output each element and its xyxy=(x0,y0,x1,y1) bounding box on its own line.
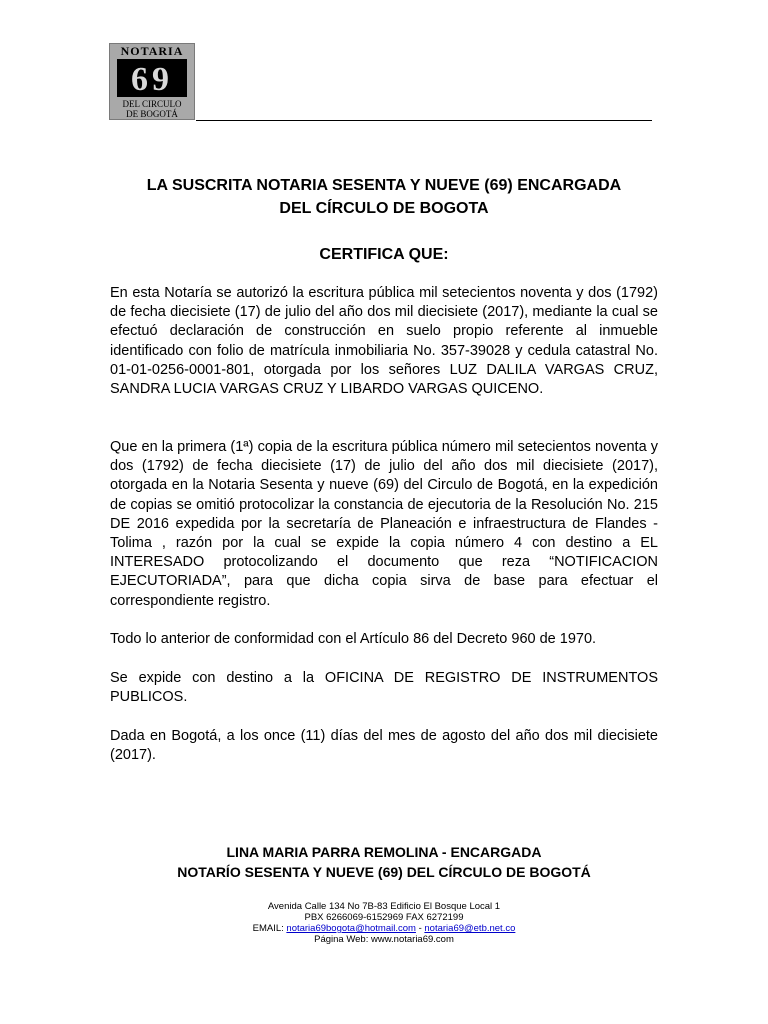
logo-bottom-text xyxy=(110,99,194,119)
title-line2: DEL CÍRCULO DE BOGOTA xyxy=(279,200,489,217)
footer-website: Página Web: www.notaria69.com xyxy=(314,934,454,945)
title-line1: LA SUSCRITA NOTARIA SESENTA Y NUEVE (69) ENCARGADA xyxy=(146,177,622,194)
logo-69-mark: 69 xyxy=(117,59,187,97)
signature-name: LINA MARIA PARRA REMOLINA - ENCARGADA xyxy=(226,844,542,860)
signature-block xyxy=(100,842,668,882)
document-title xyxy=(100,174,668,220)
paragraph-2: Que en la primera (1ª) copia de la escritura pública número mil setecientos noventa y dos (1792) de fecha diecisiete (17) de julio del año dos mil diecisiete (2017), otorgada en la Notaria Sesenta y nueve (69) del Circulo de Bogotá, en la expedición de copias se omitió protocolizar la constancia de ejecutoria de la Resolución No. 215 DE 2016 expedida por la secretaría de Planeación e infraestructura de Flandes - Tolima , razón por la cual se expide la copia número 4 con destino a EL INTERESADO protocolizando el documento que reza “NOTIFICACION EJECUTORIADA”, para que dicha copia sirva de base para efectuar el correspondiente registro. xyxy=(110,439,658,609)
footer-address: Avenida Calle 134 No 7B-83 Edificio El Bosque Local 1 xyxy=(267,901,501,912)
footer xyxy=(170,901,598,945)
logo-bottom-line1: DEL CIRCULO xyxy=(122,99,182,109)
signature-title: NOTARÍO SESENTA Y NUEVE (69) DEL CÍRCULO DE BOGOTÁ xyxy=(177,864,591,880)
logo-bottom-line2: DE BOGOTÁ xyxy=(126,109,178,119)
paragraph-3: Todo lo anterior de conformidad con el Artículo 86 del Decreto 960 de 1970. xyxy=(110,631,597,647)
footer-email-line xyxy=(170,923,598,934)
paragraph-4: Se expide con destino a la OFICINA DE REGISTRO DE INSTRUMENTOS PUBLICOS. xyxy=(110,670,658,706)
logo-top-text: NOTARIA xyxy=(120,44,184,58)
email-link-hotmail[interactable]: notaria69bogota@hotmail.com xyxy=(286,923,416,934)
notary-logo xyxy=(109,43,195,120)
paragraph-5: Dada en Bogotá, a los once (11) días del mes de agosto del año dos mil diecisiete (2017). xyxy=(110,728,658,764)
paragraph-1: En esta Notaría se autorizó la escritura pública mil setecientos noventa y dos (1792) de fecha diecisiete (17) de julio del año dos mil diecisiete (2017), mediante la cual se efectuó declaración de construcción en suelo propio referente al inmueble identificado con folio de matrícula inmobiliaria No. 357-39028 y cedula catastral No. 01-01-0256-0001-801, otorgada por los señores LUZ DALILA VARGAS CRUZ, SANDRA LUCIA VARGAS CRUZ Y LIBARDO VARGAS QUICENO. xyxy=(110,285,658,398)
footer-email-separator: - xyxy=(415,923,425,934)
footer-email-label: EMAIL: xyxy=(252,923,284,934)
certifica-heading: CERTIFICA QUE: xyxy=(319,246,449,263)
header-divider xyxy=(196,120,652,121)
email-link-etb[interactable]: notaria69@etb.net.co xyxy=(424,923,516,934)
footer-phones: PBX 6266069-6152969 FAX 6272199 xyxy=(304,912,464,923)
